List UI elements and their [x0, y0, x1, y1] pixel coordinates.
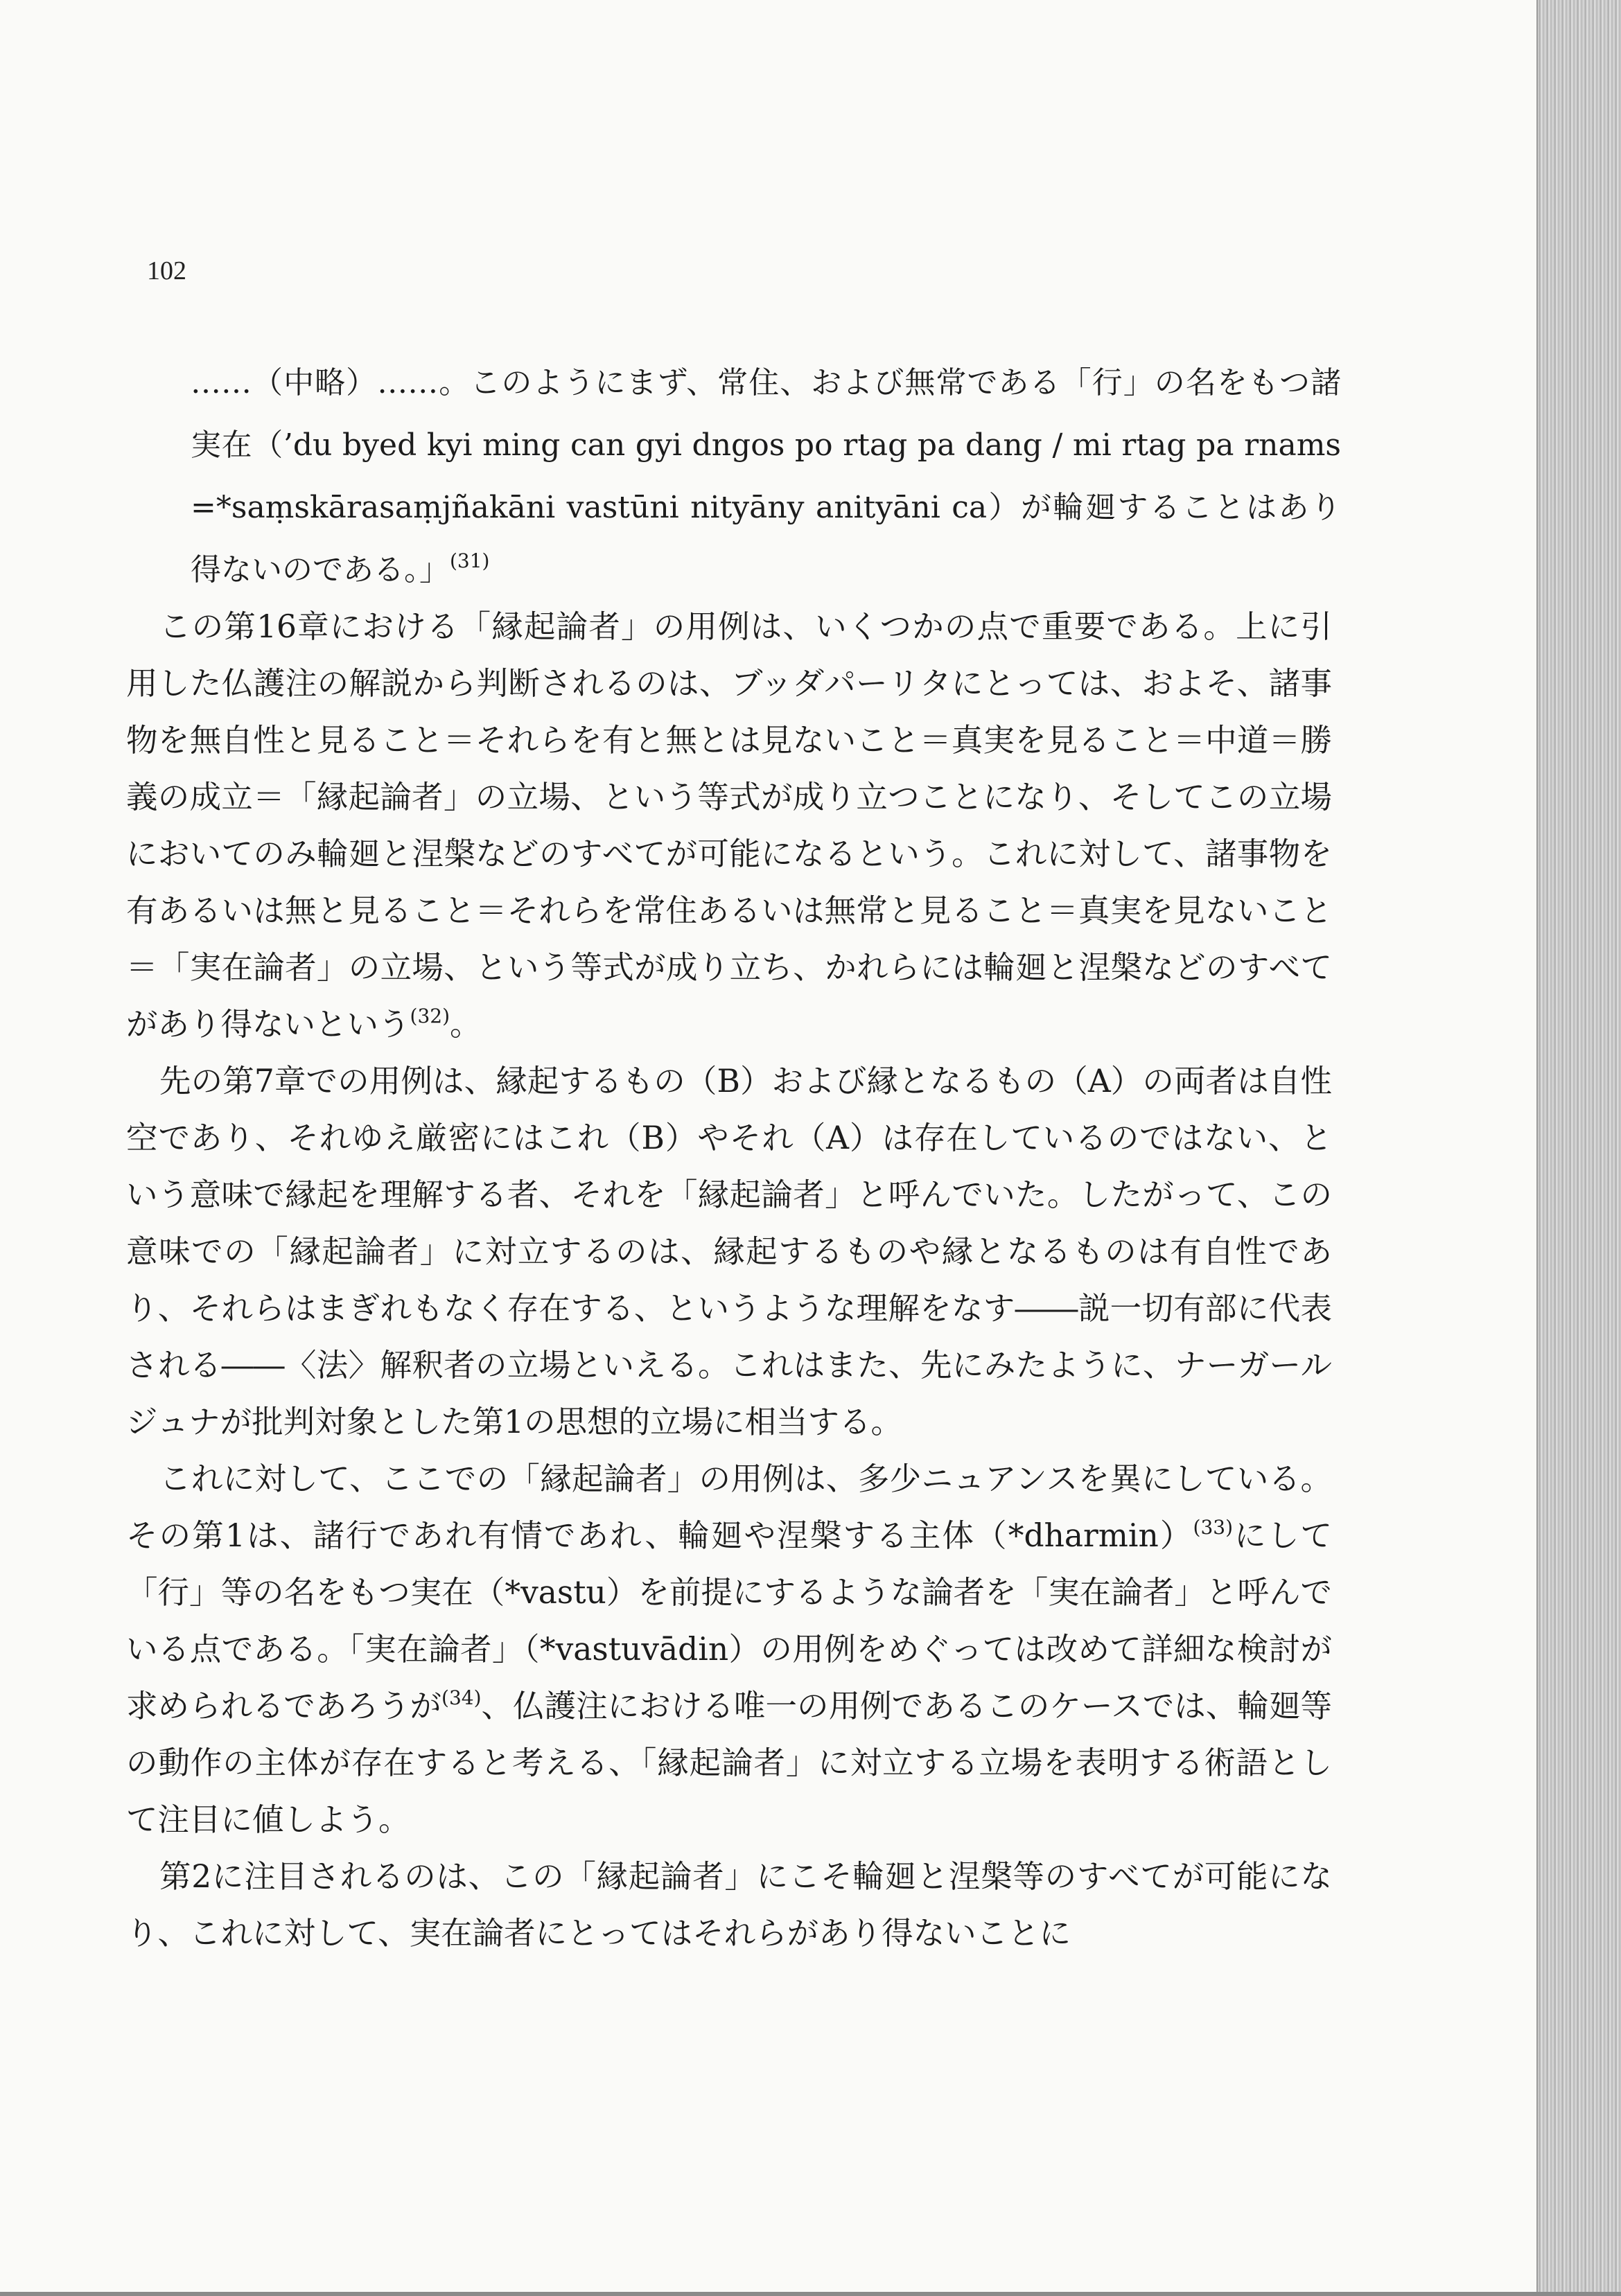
paragraph-1	[126, 599, 1332, 1053]
scan-bottom-edge	[0, 2292, 1621, 2296]
paragraph-3-text-b: にして「行」等の名をもつ実在（*vastu）を前提にするような論者を「実在論者」と呼んでいる点である。「実在論者」（*vastuvādin）の用例をめぐっては改めて詳細な検討が求められるであろうが	[126, 1517, 1332, 1724]
body-text	[126, 599, 1332, 1962]
footnote-ref-33: (33)	[1193, 1516, 1234, 1539]
paragraph-3	[126, 1451, 1332, 1848]
paragraph-2: 先の第7章での用例は、縁起するもの（B）および縁となるもの（A）の両者は自性空であり、それゆえ厳密にはこれ（B）やそれ（A）は存在しているのではない、という意味で縁起を理解する者、それを「縁起論者」と呼んでいた。したがって、この意味での「縁起論者」に対立するのは、縁起するものや縁となるものは有自性であり、それらはまぎれもなく存在する、というような理解をなす――説一切有部に代表される――〈法〉解釈者の立場といえる。これはまた、先にみたように、ナーガールジュナが批判対象とした第1の思想的立場に相当する。	[126, 1063, 1332, 1440]
paragraph-3-text-a: これに対して、ここでの「縁起論者」の用例は、多少ニュアンスを異にしている。その第1は、諸行であれ有情であれ、輪廻や涅槃する主体（*dharmin）	[126, 1460, 1332, 1554]
paragraph-1-tail: 。	[450, 1006, 482, 1043]
paragraph-4: 第2に注目されるのは、この「縁起論者」にこそ輪廻と涅槃等のすべてが可能になり、これに対して、実在論者にとってはそれらがあり得ないことに	[126, 1858, 1332, 1952]
footnote-ref-32: (32)	[410, 1005, 450, 1027]
paragraph-1-text: この第16章における「縁起論者」の用例は、いくつかの点で重要である。上に引用した仏護注の解説から判断されるのは、ブッダパーリタにとっては、およそ、諸事物を無自性と見ること＝それらを有と無とは見ないこと＝真実を見ること＝中道＝勝義の成立＝「縁起論者」の立場、という等式が成り立つことになり、そしてこの立場においてのみ輪廻と涅槃などのすべてが可能になるという。これに対して、諸事物を有あるいは無と見ること＝それらを常住あるいは無常と見ること＝真実を見ないこと＝「実在論者」の立場、という等式が成り立ち、かれらには輪廻と涅槃などのすべてがあり得ないという	[126, 608, 1332, 1043]
footnote-ref-34: (34)	[441, 1686, 482, 1709]
page-number: 102	[147, 256, 186, 285]
paragraph-3-text-c: 、仏護注における唯一の用例であるこのケースでは、輪廻等の動作の主体が存在すると考える、「縁起論者」に対立する立場を表明する術語として注目に値しよう。	[126, 1688, 1332, 1838]
quote-text: ……（中略）……。このようにまず、常住、および無常である「行」の名をもつ諸実在（’du byed kyi ming can gyi dngos po rtag pa dang / mi rtag pa rnams =*saṃskārasaṃjñakāni vastūni nityāny anityāni ca）が輪廻することはあり得ないのである。」	[191, 365, 1341, 588]
scan-right-edge	[1536, 0, 1621, 2296]
footnote-ref-31: (31)	[450, 549, 490, 572]
block-quote	[191, 352, 1341, 601]
